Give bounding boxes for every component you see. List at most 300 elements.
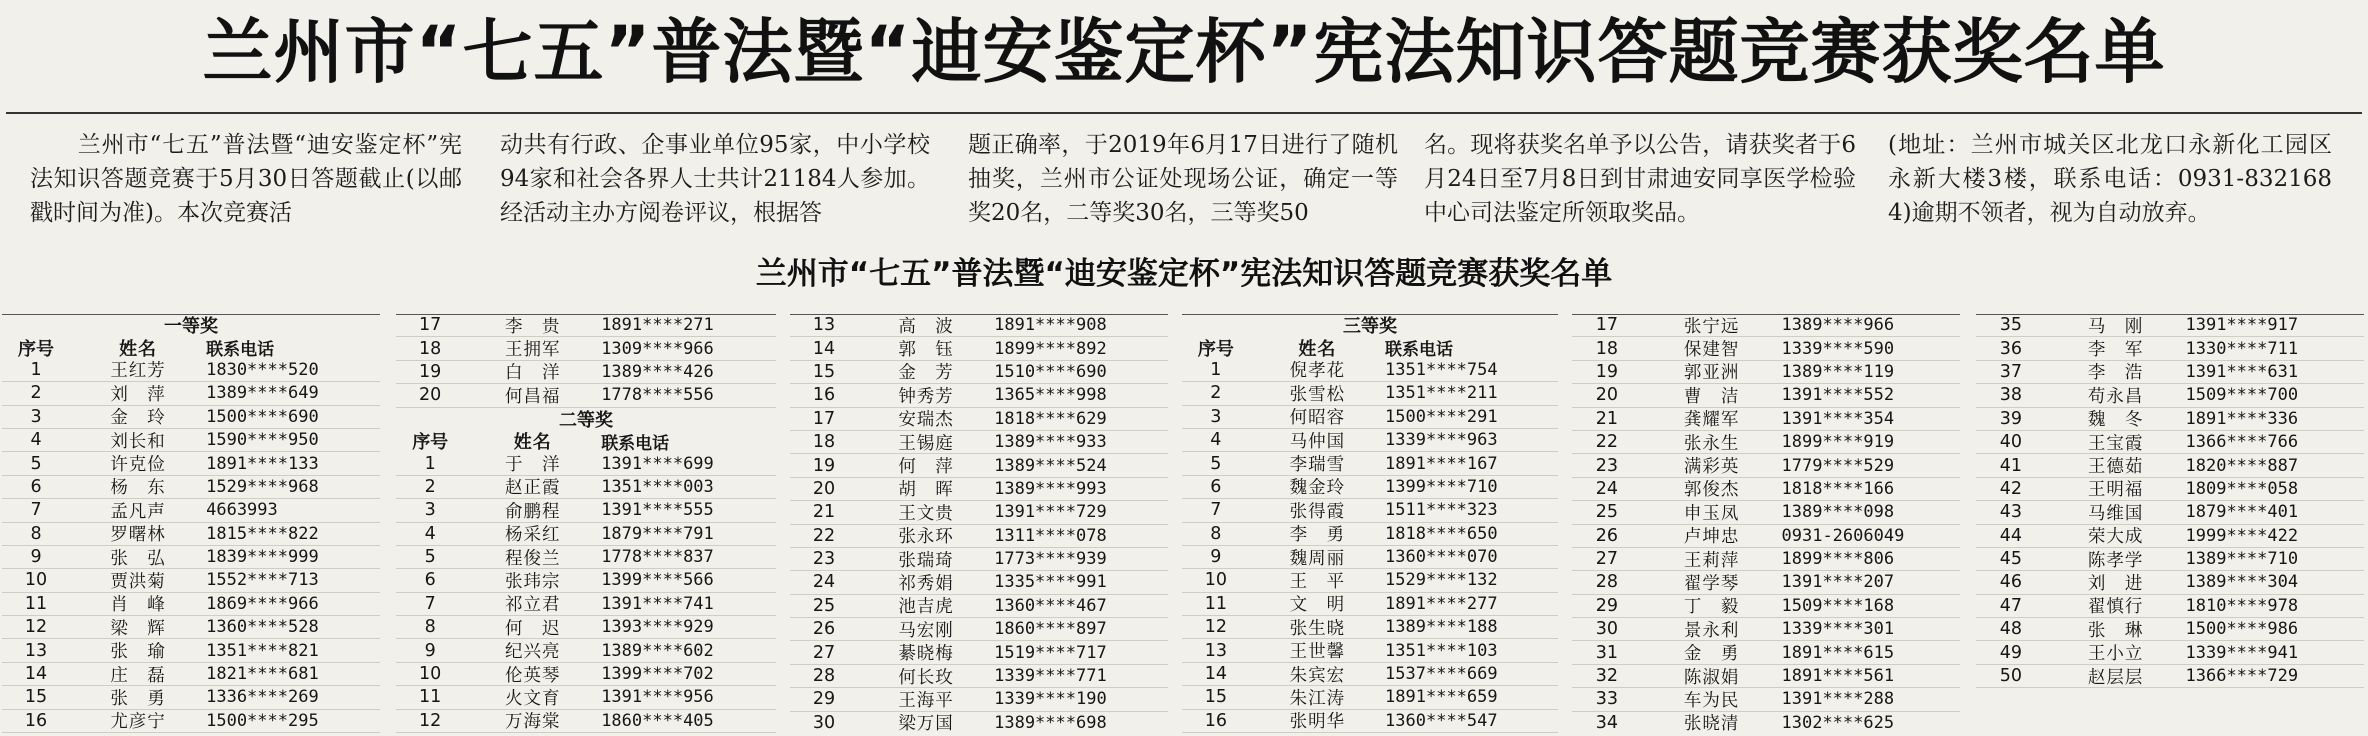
winner-name: 李 军 [2087, 340, 2144, 361]
row-number: 22 [812, 525, 836, 546]
row-number: 6 [30, 476, 42, 497]
winner-name: 安瑞杰 [898, 410, 954, 431]
row-number: 11 [1204, 593, 1227, 614]
winner-name: 倪孝花 [1289, 361, 1346, 382]
winner-phone: 1335****991 [994, 572, 1107, 593]
table-row [1976, 618, 2364, 641]
row-number: 16 [24, 710, 48, 731]
winner-phone: 1809****058 [2185, 478, 2299, 499]
winner-name: 王莉萍 [1683, 550, 1740, 571]
winner-phone: 1891****615 [1781, 642, 1895, 663]
winner-phone: 1351****103 [1385, 640, 1498, 661]
winner-phone: 1339****190 [994, 689, 1107, 710]
table-row [1976, 337, 2364, 360]
header-phone: 联系电话 [206, 340, 275, 361]
row-number: 22 [1595, 432, 1619, 453]
table-row [396, 686, 776, 709]
row-number: 40 [1999, 432, 2023, 453]
winner-phone: 1891****908 [994, 315, 1107, 336]
winner-name: 王 平 [1289, 572, 1346, 592]
winner-phone: 1351****211 [1385, 383, 1498, 404]
winner-name: 王文贵 [898, 503, 954, 524]
table-row [1572, 525, 1960, 548]
row-number: 30 [1595, 619, 1619, 640]
table-row [396, 452, 776, 475]
winner-name: 张宁远 [1683, 316, 1740, 337]
winner-phone: 1391****552 [1781, 385, 1895, 406]
row-number: 20 [1595, 385, 1619, 406]
table-row [1182, 452, 1558, 475]
table-row [2, 616, 380, 639]
winner-name: 张明华 [1289, 712, 1346, 733]
row-number: 3 [424, 500, 436, 521]
winner-name: 池吉虎 [898, 597, 954, 618]
winner-name: 李 贵 [505, 316, 561, 337]
winner-phone: 1389****966 [1781, 315, 1895, 336]
row-number: 14 [812, 338, 836, 359]
winner-name: 张得霞 [1289, 501, 1346, 522]
winner-phone: 1891****561 [1781, 666, 1895, 687]
row-number: 12 [1204, 617, 1227, 638]
row-number: 20 [812, 478, 836, 499]
winner-name: 保建智 [1683, 340, 1740, 361]
table-row [2, 639, 380, 662]
winner-phone: 1366****766 [2185, 432, 2299, 453]
winner-phone: 1391****917 [2185, 315, 2299, 336]
table-row [1572, 641, 1960, 664]
table-row [1572, 337, 1960, 360]
table-row [2, 382, 380, 405]
winner-name: 贾洪菊 [110, 572, 166, 592]
winner-name: 张生晓 [1289, 618, 1346, 639]
winner-name: 王拥军 [505, 340, 561, 361]
row-number: 2 [424, 476, 436, 497]
table-row [396, 546, 776, 569]
winner-phone: 1818****650 [1385, 523, 1498, 544]
winners-column [2, 314, 380, 734]
row-number: 12 [24, 617, 48, 638]
winner-phone: 1391****699 [601, 453, 714, 474]
table-row [790, 712, 1168, 734]
winner-phone: 1899****892 [994, 338, 1107, 359]
winner-phone: 1500****291 [1385, 406, 1498, 427]
header-name: 姓名 [1298, 338, 1337, 360]
row-number: 41 [1999, 455, 2023, 476]
table-row [1182, 546, 1558, 569]
header-phone: 联系电话 [1385, 340, 1454, 361]
table-row [790, 665, 1168, 688]
winner-name: 何 迟 [505, 618, 561, 639]
table-row [790, 641, 1168, 664]
row-number: 20 [419, 385, 442, 406]
intro-paragraph: (地址：兰州市城关区北龙口永新化工园区永新大楼3楼，联系电话：0931-8321684)逾期不领者，视为自动放弃。 [1888, 132, 2332, 226]
row-number: 18 [1595, 338, 1619, 359]
winner-phone: 1500****690 [206, 406, 319, 427]
table-row [2, 663, 380, 686]
row-number: 14 [24, 664, 48, 685]
row-number: 9 [424, 640, 436, 661]
row-number: 36 [1999, 338, 2023, 359]
winner-name: 赵正霞 [505, 478, 561, 499]
table-row [1572, 618, 1960, 641]
table-row [1976, 361, 2364, 384]
winner-phone: 1999****422 [2185, 525, 2299, 546]
row-number: 25 [812, 595, 836, 616]
winner-phone: 1360****528 [206, 617, 319, 638]
row-number: 3 [1210, 406, 1222, 427]
winner-phone: 1860****897 [994, 619, 1107, 640]
winner-name: 李 勇 [1289, 525, 1346, 546]
table-row [1572, 408, 1960, 431]
winner-phone: 1879****791 [601, 523, 714, 544]
winner-phone: 1391****741 [601, 593, 714, 614]
winners-column [396, 314, 776, 734]
winner-phone: 1389****188 [1385, 617, 1498, 638]
table-row [1572, 688, 1960, 711]
row-number: 9 [30, 547, 42, 568]
winner-name: 尤彦宁 [110, 712, 166, 733]
winner-name: 肖 峰 [110, 595, 166, 616]
winner-phone: 1810****978 [2185, 595, 2299, 616]
winner-name: 车为民 [1683, 690, 1740, 711]
row-number: 9 [1210, 547, 1222, 568]
winner-phone: 1510****690 [994, 361, 1107, 382]
header-number: 序号 [1197, 338, 1234, 360]
table-row [790, 361, 1168, 384]
row-number: 31 [1595, 642, 1619, 663]
winner-phone: 1779****529 [1781, 455, 1895, 476]
winner-name: 马 刚 [2087, 316, 2144, 337]
table-row [2, 476, 380, 499]
winner-name: 于 洋 [505, 455, 561, 476]
winner-name: 魏 冬 [2087, 410, 2144, 431]
winner-phone: 1500****986 [2185, 619, 2299, 640]
winner-phone: 1351****003 [601, 476, 714, 497]
winner-phone: 1839****999 [206, 547, 319, 568]
row-number: 13 [1204, 640, 1227, 661]
row-number: 7 [1210, 500, 1222, 521]
winner-name: 龚耀军 [1683, 410, 1740, 431]
table-row [790, 618, 1168, 641]
table-row [1572, 384, 1960, 407]
row-number: 21 [812, 502, 836, 523]
winner-phone: 1891****271 [601, 315, 714, 336]
row-number: 29 [812, 689, 836, 710]
winner-phone: 1778****556 [601, 385, 714, 406]
winner-name: 张永生 [1683, 433, 1740, 454]
winner-name: 罗曙林 [110, 525, 166, 546]
row-number: 21 [1595, 408, 1619, 429]
row-number: 33 [1595, 689, 1619, 710]
winner-phone: 1399****710 [1385, 476, 1498, 497]
row-number: 48 [1999, 619, 2023, 640]
winner-name: 刘 进 [2087, 574, 2144, 594]
winner-phone: 1815****822 [206, 523, 319, 544]
winner-phone: 1552****713 [206, 570, 319, 591]
headline: 兰州市“七五”普法暨“迪安鉴定杯”宪法知识答题竞赛获奖名单 [202, 11, 2166, 93]
table-row [1572, 478, 1960, 501]
table-row [396, 476, 776, 499]
table-row [1182, 406, 1558, 429]
winner-phone: 1389****426 [601, 361, 714, 382]
row-number: 7 [30, 500, 42, 521]
winner-phone: 1590****950 [206, 430, 319, 451]
winner-name: 翟慎行 [2087, 597, 2144, 618]
row-number: 26 [812, 619, 836, 640]
table-row [2, 499, 380, 522]
table-row [1182, 382, 1558, 405]
row-number: 11 [419, 687, 442, 708]
winner-name: 翟学琴 [1683, 574, 1740, 594]
table-row [396, 314, 776, 337]
winner-name: 郭俊杰 [1683, 480, 1740, 501]
winner-phone: 1389****098 [1781, 502, 1895, 523]
winner-name: 祁秀娟 [898, 574, 954, 594]
winner-name: 孟凡声 [110, 501, 166, 522]
row-number: 43 [1999, 502, 2023, 523]
winners-column [1182, 314, 1558, 734]
winner-name: 何 萍 [898, 457, 954, 478]
winner-name: 梁 辉 [110, 618, 166, 639]
row-number: 29 [1595, 595, 1619, 616]
row-number: 7 [424, 593, 436, 614]
table-row [790, 548, 1168, 571]
row-number: 28 [1595, 572, 1619, 593]
table-row [396, 616, 776, 639]
row-number: 19 [419, 361, 442, 382]
winner-phone: 1360****547 [1385, 710, 1498, 731]
row-number: 4 [1210, 430, 1222, 451]
table-row [1182, 476, 1558, 499]
header-name: 姓名 [119, 338, 158, 360]
table-row [396, 569, 776, 592]
table-row [790, 384, 1168, 407]
winner-phone: 1389****602 [601, 640, 714, 661]
winner-phone: 1899****806 [1781, 549, 1895, 570]
winner-name: 朱宾宏 [1289, 665, 1346, 686]
winner-name: 何昌福 [505, 386, 561, 407]
table-row [1572, 712, 1960, 734]
row-number: 44 [1999, 525, 2023, 546]
winner-name: 曹 洁 [1683, 386, 1740, 407]
row-number: 10 [24, 570, 48, 591]
prize-section-heading: 三等奖 [1343, 316, 1397, 338]
winner-name: 张玮宗 [505, 572, 561, 592]
table-row [2, 452, 380, 475]
winner-name: 许克俭 [110, 455, 166, 476]
winner-phone: 1391****555 [601, 500, 714, 521]
winner-phone: 1389****119 [1781, 361, 1895, 382]
winner-name: 张 琳 [2087, 620, 2144, 641]
winner-name: 王红芳 [110, 361, 166, 382]
winners-column [1976, 314, 2364, 734]
header-phone: 联系电话 [601, 433, 670, 454]
winner-name: 王锡庭 [898, 433, 954, 454]
winner-name: 李 浩 [2087, 363, 2144, 384]
row-number: 8 [30, 523, 42, 544]
row-number: 26 [1595, 525, 1619, 546]
row-number: 15 [1204, 687, 1227, 708]
table-row [2, 569, 380, 592]
row-number: 25 [1595, 502, 1619, 523]
winner-name: 俞鹏程 [505, 501, 561, 522]
table-header-row [396, 430, 776, 452]
winner-name: 张 弘 [110, 548, 166, 569]
table-row [790, 688, 1168, 711]
row-number: 46 [1999, 572, 2023, 593]
winner-phone: 1339****941 [2185, 642, 2299, 663]
winner-phone: 1891****659 [1385, 687, 1498, 708]
row-number: 45 [1999, 549, 2023, 570]
winner-name: 马宏刚 [898, 620, 954, 641]
row-number: 38 [1999, 385, 2023, 406]
table-row [396, 663, 776, 686]
winner-phone: 1391****729 [994, 502, 1107, 523]
table-row [1976, 641, 2364, 664]
row-number: 2 [30, 383, 42, 404]
winner-name: 马仲国 [1289, 431, 1346, 452]
winner-name: 王世馨 [1289, 642, 1346, 663]
table-row [396, 639, 776, 662]
table-row [1572, 361, 1960, 384]
table-row [790, 314, 1168, 337]
header-name: 姓名 [513, 432, 552, 454]
winner-name: 郭亚洲 [1683, 363, 1740, 384]
row-number: 13 [24, 640, 48, 661]
row-number: 23 [812, 549, 836, 570]
table-row [790, 454, 1168, 477]
winner-name: 王海平 [898, 690, 954, 711]
winner-name: 杨采红 [505, 525, 561, 546]
winner-phone: 1773****939 [994, 549, 1107, 570]
winner-name: 伦英琴 [505, 665, 561, 686]
table-row [2, 406, 380, 429]
winner-name: 赵层层 [2087, 667, 2144, 688]
winner-phone: 1537****669 [1385, 664, 1498, 685]
table-row [1182, 710, 1558, 733]
table-row [1182, 593, 1558, 616]
row-number: 23 [1595, 455, 1619, 476]
table-row [2, 546, 380, 569]
table-row [396, 593, 776, 616]
row-number: 1 [30, 359, 42, 380]
intro-paragraph: 题正确率，于2019年6月17日进行了随机抽奖，兰州市公证处现场公证，确定一等奖20名，二等奖30名，三等奖50 [968, 132, 1398, 226]
row-number: 19 [1595, 361, 1619, 382]
winner-phone: 1509****168 [1781, 595, 1895, 616]
table-row [2, 429, 380, 452]
prize-section-heading: 二等奖 [559, 409, 613, 431]
table-row [790, 431, 1168, 454]
winner-name: 梁万国 [898, 714, 954, 734]
table-row [396, 361, 776, 384]
winner-phone: 1311****078 [994, 525, 1107, 546]
table-row [1976, 314, 2364, 337]
winner-name: 张 瑜 [110, 642, 166, 663]
table-row [1572, 501, 1960, 524]
winner-phone: 1309****966 [601, 338, 714, 359]
table-row [1182, 523, 1558, 546]
winner-phone: 1389****698 [994, 712, 1107, 733]
winner-name: 魏金玲 [1289, 478, 1346, 499]
row-number: 5 [30, 453, 42, 474]
winners-column [790, 314, 1168, 734]
table-row [1976, 501, 2364, 524]
winner-name: 钟秀芳 [898, 386, 954, 407]
row-number: 4 [424, 523, 436, 544]
row-number: 27 [1595, 549, 1619, 570]
winner-phone: 1500****295 [206, 710, 319, 731]
table-row [1572, 595, 1960, 618]
table-row [1976, 548, 2364, 571]
winner-name: 綦晓梅 [898, 644, 954, 665]
table-row [1182, 686, 1558, 709]
winner-name: 申玉凤 [1683, 503, 1740, 524]
table-row [2, 686, 380, 709]
table-row [790, 408, 1168, 431]
row-number: 17 [1595, 315, 1619, 336]
table-row [1572, 454, 1960, 477]
table-row [790, 571, 1168, 594]
winner-phone: 1389****304 [2185, 572, 2299, 593]
winner-name: 祁立君 [505, 595, 561, 616]
winner-phone: 1389****524 [994, 455, 1107, 476]
winner-phone: 1391****956 [601, 687, 714, 708]
winner-phone: 1399****566 [601, 570, 714, 591]
winner-phone: 1336****269 [206, 687, 319, 708]
winner-name: 万海棠 [505, 712, 561, 733]
row-number: 5 [424, 547, 436, 568]
row-number: 24 [812, 572, 836, 593]
winner-name: 荣大成 [2087, 527, 2144, 548]
row-number: 16 [1204, 710, 1227, 731]
row-number: 17 [812, 408, 836, 429]
table-row [1976, 595, 2364, 618]
row-number: 28 [812, 666, 836, 687]
winner-phone: 0931-2606049 [1781, 525, 1905, 546]
winner-name: 陈孝学 [2087, 550, 2144, 571]
row-number: 17 [419, 315, 442, 336]
winner-phone: 1830****520 [206, 359, 319, 380]
winner-phone: 1891****336 [2185, 408, 2299, 429]
winner-phone: 1391****207 [1781, 572, 1895, 593]
table-row [1976, 408, 2364, 431]
table-row [2, 593, 380, 616]
row-number: 10 [1204, 570, 1227, 591]
winner-name: 刘 萍 [110, 384, 166, 405]
table-row [2, 710, 380, 733]
winner-name: 胡 晖 [898, 480, 954, 501]
winner-name: 纪兴亮 [505, 642, 561, 663]
winner-name: 马维国 [2087, 503, 2144, 524]
row-number: 13 [812, 315, 836, 336]
winner-name: 何昭容 [1289, 408, 1346, 429]
winner-name: 张 勇 [110, 688, 166, 709]
winner-phone: 1879****401 [2185, 502, 2299, 523]
winner-phone: 1389****993 [994, 478, 1107, 499]
row-number: 30 [812, 712, 836, 733]
winner-phone: 1820****887 [2185, 455, 2299, 476]
prize-section-heading: 一等奖 [164, 316, 218, 338]
winner-phone: 4663993 [206, 500, 278, 521]
list-title: 兰州市“七五”普法暨“迪安鉴定杯”宪法知识答题竞赛获奖名单 [755, 256, 1613, 292]
header-number: 序号 [18, 338, 55, 360]
winner-name: 张瑞琦 [898, 550, 954, 571]
winner-name: 金 玲 [110, 408, 166, 429]
table-row [1182, 429, 1558, 452]
table-row [1976, 478, 2364, 501]
row-number: 42 [1999, 478, 2023, 499]
winner-phone: 1360****070 [1385, 547, 1498, 568]
